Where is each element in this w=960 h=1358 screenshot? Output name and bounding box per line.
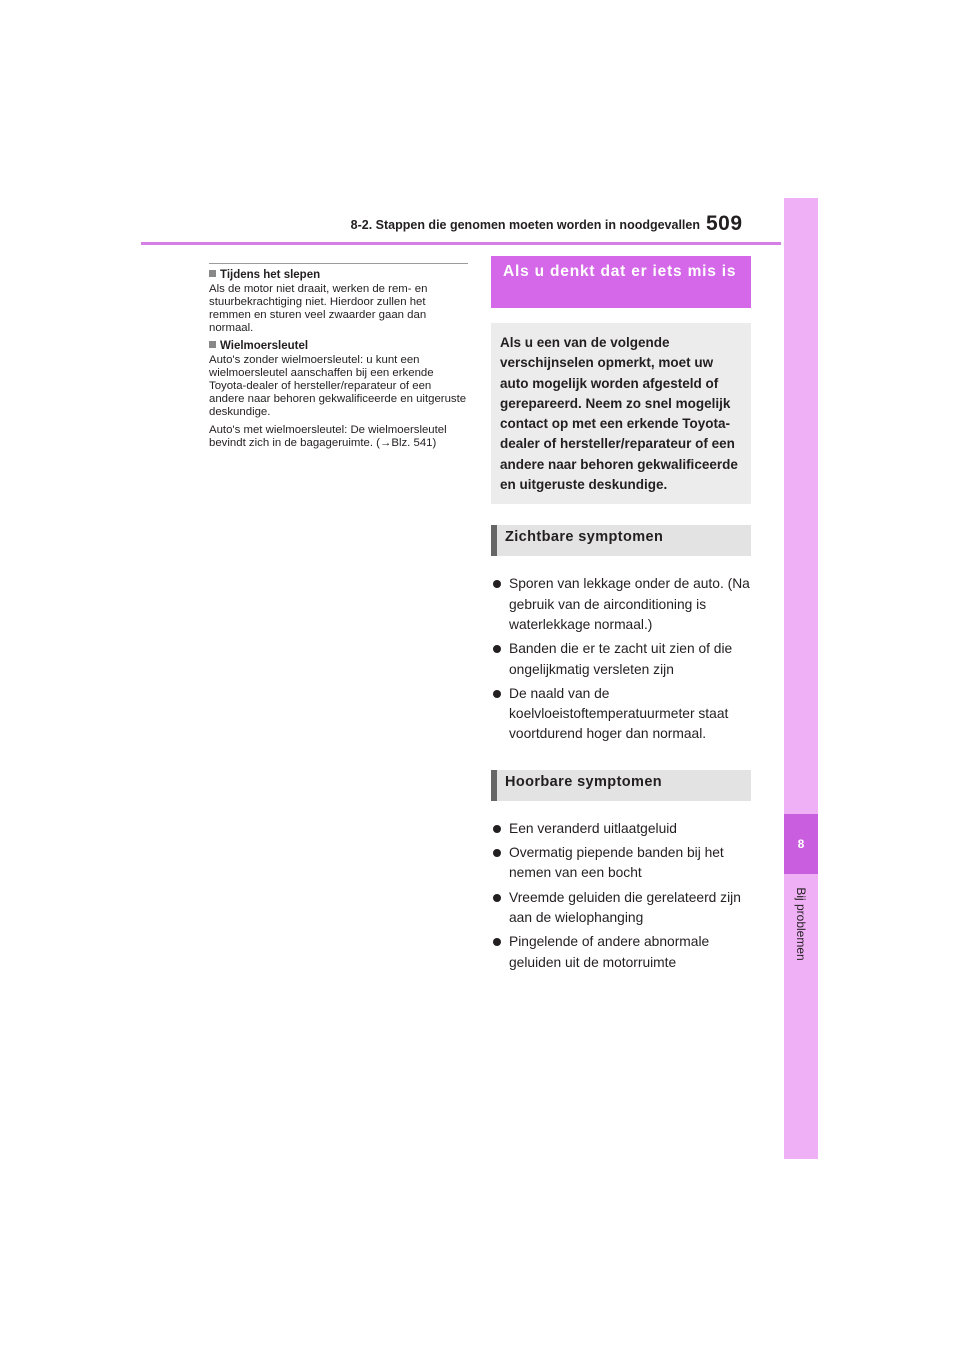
towing-heading-text: Tijdens het slepen	[220, 269, 321, 281]
bullet-dot-icon	[493, 849, 501, 857]
list-item: Sporen van lekkage onder de auto. (Na gebruik van de airconditioning is waterlekkage normaal.)	[491, 574, 751, 635]
chapter-number: 8	[797, 837, 805, 851]
audible-symptoms-heading: Hoorbare symptomen	[491, 770, 751, 801]
right-column	[491, 256, 751, 977]
bullet-dot-icon	[493, 580, 501, 588]
bullet-dot-icon	[493, 938, 501, 946]
list-item: De naald van de koelvloeistoftemperatuurmeter staat voortdurend hoger dan normaal.	[491, 684, 751, 745]
left-column	[209, 263, 468, 455]
running-header: 8-2. Stappen die genomen moeten worden in noodgevallen	[350, 218, 700, 232]
bullet-dot-icon	[493, 690, 501, 698]
visible-symptoms-heading: Zichtbare symptomen	[491, 525, 751, 556]
section-title-box: Als u denkt dat er iets mis is	[491, 256, 751, 308]
bullet-dot-icon	[493, 645, 501, 653]
bullet-dot-icon	[493, 894, 501, 902]
chapter-side-tab	[784, 198, 818, 1159]
list-item: Vreemde geluiden die gerelateerd zijn aan de wielophanging	[491, 888, 751, 929]
wrench-heading	[209, 340, 468, 352]
wrench-paragraph-1: Auto's zonder wielmoersleutel: u kunt een wielmoersleutel aanschaffen bij een erkende Toyota-dealer of hersteller/reparateur of een andere naar behoren gekwalificeerde en uitgeruste deskundige.	[209, 354, 467, 418]
list-item: Banden die er te zacht uit zien of die ongelijkmatig versleten zijn	[491, 639, 751, 680]
intro-box: Als u een van de volgende verschijnselen opmerkt, moet uw auto mogelijk worden afgesteld of gerepareerd. Neem zo snel mogelijk contact op met een erkende Toyota-dealer of hersteller/reparateur of een andere naar behoren gekwalificeerde en uitgeruste deskundige.	[491, 323, 751, 504]
square-bullet-icon	[209, 270, 216, 277]
section-rule	[209, 263, 468, 264]
wrench-paragraph-2: Auto's met wielmoersleutel: De wielmoersleutel bevindt zich in de bagageruimte. (→Blz. 541)	[209, 424, 447, 449]
towing-heading	[209, 269, 468, 281]
chapter-number-box	[784, 814, 818, 874]
list-item: Een veranderd uitlaatgeluid	[491, 819, 751, 839]
square-bullet-icon	[209, 341, 216, 348]
list-item: Pingelende of andere abnormale geluiden uit de motorruimte	[491, 932, 751, 973]
towing-paragraph: Als de motor niet draait, werken de rem- en stuurbekrachtiging niet. Hierdoor zullen het remmen en sturen veel zwaarder gaan dan normaal.	[209, 283, 428, 334]
list-item: Overmatig piepende banden bij het nemen van een bocht	[491, 843, 751, 884]
header-rule	[141, 242, 781, 245]
audible-symptoms-list	[491, 819, 751, 973]
chapter-label: Bij problemen	[794, 887, 808, 961]
wrench-heading-text: Wielmoersleutel	[220, 340, 309, 352]
visible-symptoms-list	[491, 574, 751, 744]
page-number: 509	[706, 212, 743, 235]
bullet-dot-icon	[493, 825, 501, 833]
